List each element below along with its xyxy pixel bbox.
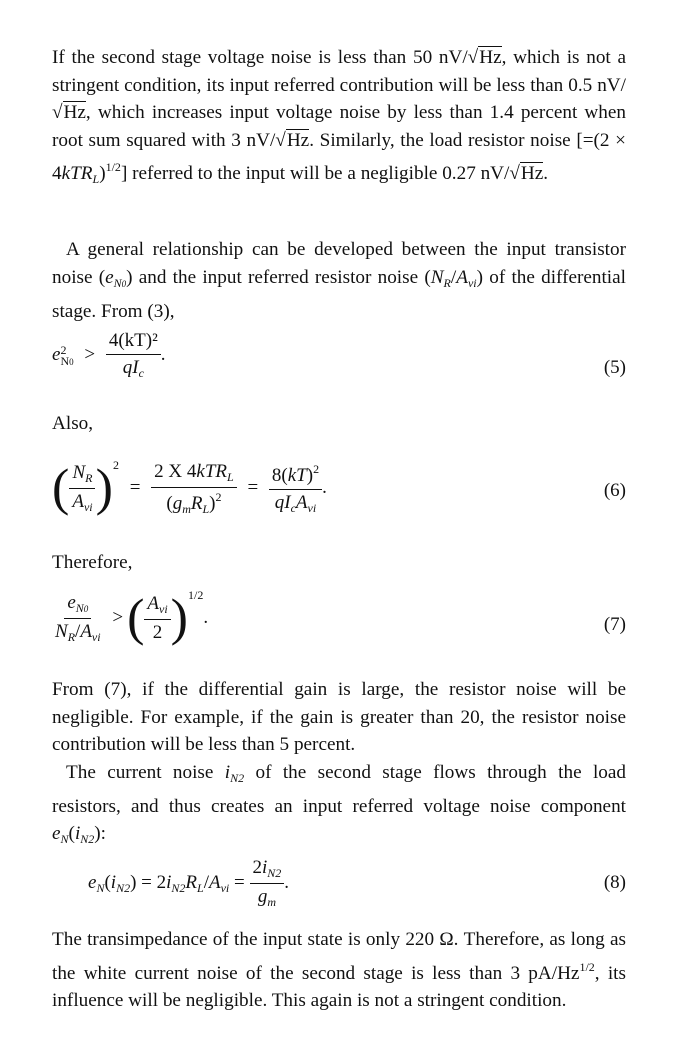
- paragraph-general-relationship: A general relationship can be developed between the input transistor noise $(e_{N0})$ and the input referred resistor noise $(N_R/A_{vi})$ of the differential stage. From (3),: [52, 239, 626, 322]
- equation-7: $\frac{e_{N0}}{N_R/A_{vi}}$ >( $\frac{A_{vi}}{2}$ )$^{1/2}$.: [52, 588, 626, 645]
- paragraph-second-stage-noise: If the second stage voltage noise is less than 50 nV/√Hz, which is not a stringent condition, its input referred contribution will be less than 0.5 nV/√Hz, which increases input voltage noise by less than 1.4 percent when root sum squared with 3 nV/√Hz. Similarly, the load resistor noise $[=(2 \times 4kTR_L)^{1/2}]$ referred to the input will be a negligible 0.27 nV/√Hz.: [52, 47, 626, 186]
- eq5-denominator: $qI_c$: [122, 357, 144, 380]
- equation-6: ( $\frac{N_R}{A_{vi}}$ )$^2$ = $\frac{2 X 4kTR_L}{(g_mR_L)^2}$ = $\frac{8(kT)^2}{qI_cA_{vi}}$ .: [52, 458, 327, 517]
- equation-8: $e_N(i_{N2}) = 2i_{N2}R_L/A_{vi}$ = $\frac{2i_{N2}}{g_m}$ .: [88, 857, 290, 909]
- label-also: Also,: [52, 413, 94, 434]
- paragraph-current-noise: The current noise $i_{N2}$ of the second stage flows through the load resistors, and thus creates an input referred voltage noise component $e_N(i_{N2})$:: [52, 762, 626, 846]
- equation-number-5: (5): [603, 357, 626, 378]
- eq8-fraction: $\frac{2i_{N2}}{g_m}$: [250, 857, 285, 910]
- eq7-rhs-fraction: $\frac{A_{vi}}{2}$: [144, 593, 170, 644]
- equation-number-6: (6): [603, 480, 626, 501]
- eq7-lhs-fraction: $\frac{e_{N0}}{N_R/A_{vi}}$: [55, 592, 101, 645]
- eq5-numerator: 4(kT)²: [106, 330, 161, 355]
- equation-number-7: (7): [603, 614, 626, 635]
- eq7-denominator: 2: [152, 622, 163, 644]
- label-therefore: Therefore,: [52, 552, 133, 573]
- paragraph-from-7: From (7), if the differential gain is large, the resistor noise will be negligible. For example, if the gain is greater than 20, the resistor noise contribution will be less than 5 percent.: [52, 679, 626, 755]
- paragraph-transimpedance: The transimpedance of the input state is only 220 Ω. Therefore, as long as the white current noise of the second stage is less than 3 $pA/Hz^{1/2}$, its influence will be negligible. This again is not a stringent condition.: [52, 929, 626, 1011]
- eq6-rhs-fraction: $\frac{8(kT)^2}{qI_cA_{vi}}$: [269, 462, 322, 516]
- equation-number-8: (8): [603, 872, 626, 893]
- equation-5: e2 N0 > $\frac{\text{4(kT)²}}{qI_c}$ .: [52, 330, 166, 380]
- eq5-fraction: [106, 330, 161, 381]
- eq6-middle-fraction: $\frac{2 X 4kTR_L}{(g_mR_L)^2}$: [151, 461, 237, 517]
- eq7-exponent: 1/2: [188, 588, 204, 602]
- eq6-lhs-fraction: $\frac{N_R}{A_{vi}}$: [69, 462, 95, 515]
